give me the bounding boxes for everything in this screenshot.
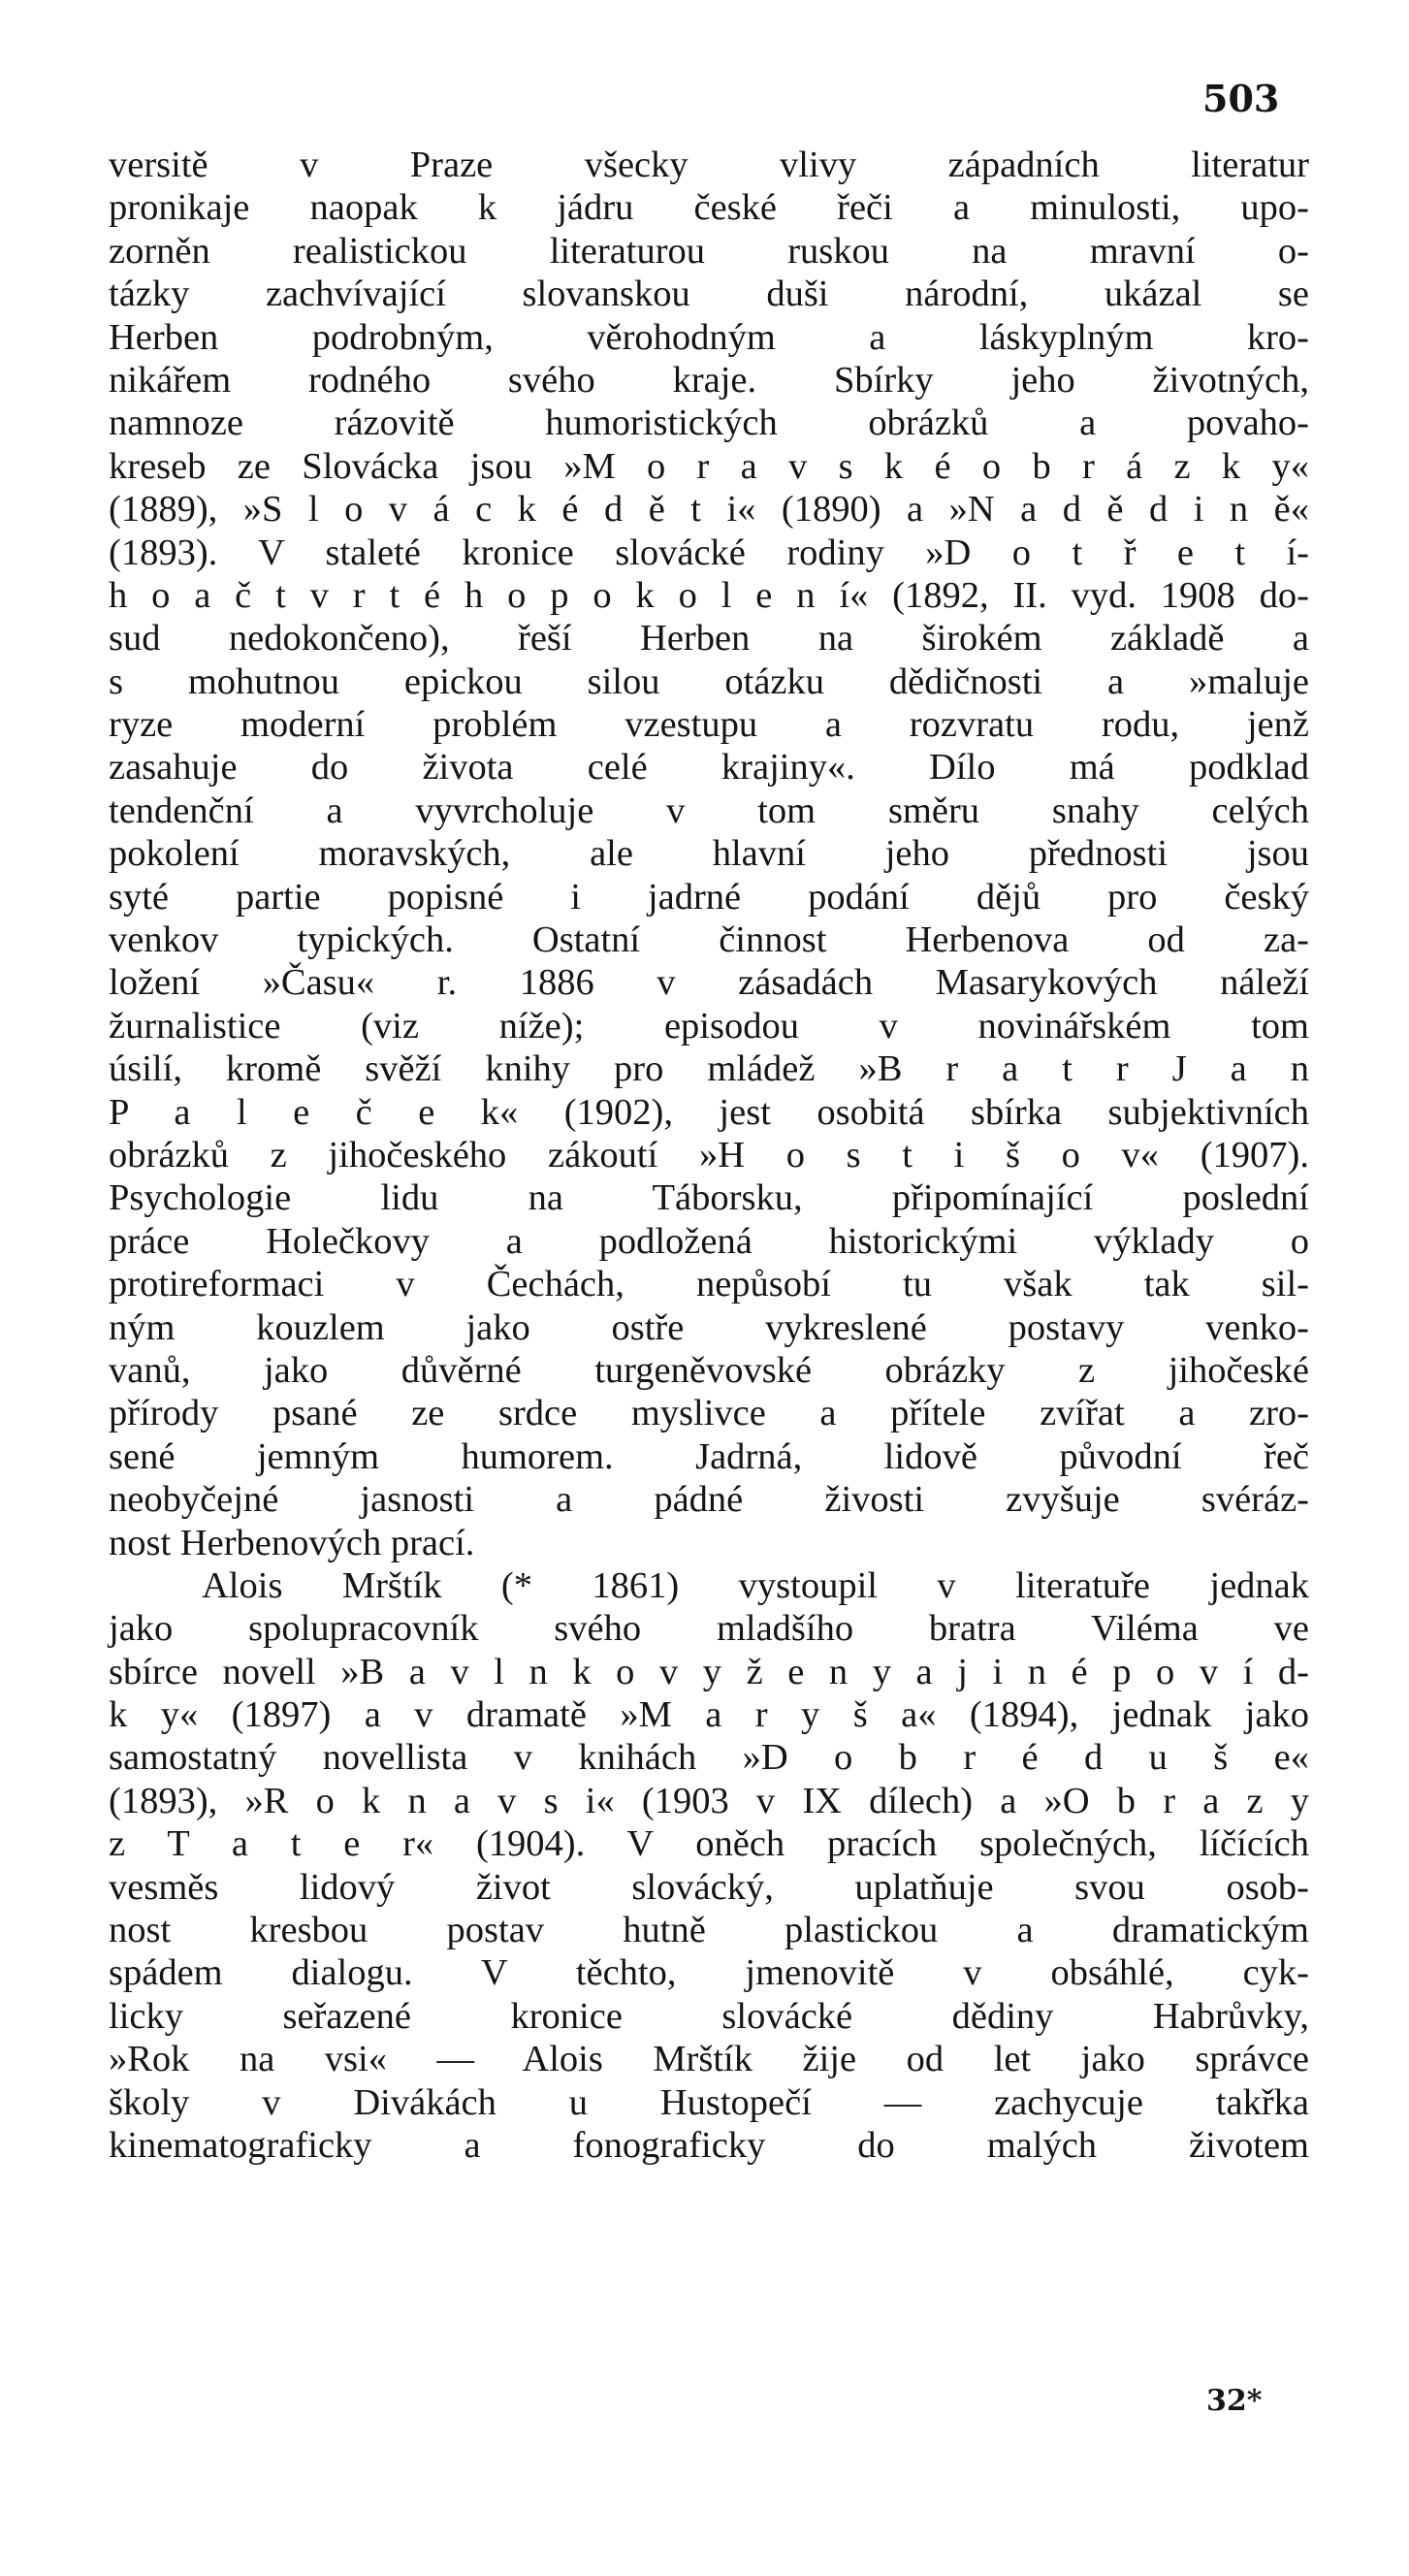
text-line: Psychologie lidu na Táborsku, připomínající poslední [109, 1177, 1309, 1219]
text-line: jako spolupracovník svého mladšího bratra Viléma ve [109, 1608, 1309, 1650]
text-line: ným kouzlem jako ostře vykreslené postavy venko- [109, 1306, 1309, 1348]
text-line: s mohutnou epickou silou otázku dědičnosti a »maluje [109, 660, 1309, 702]
text-line: pokolení moravských, ale hlavní jeho přednosti jsou [109, 833, 1309, 875]
text-line: vanů, jako důvěrné turgeněvovské obrázky z jihočeské [109, 1349, 1309, 1391]
text-line: nikářem rodného svého kraje. Sbírky jeho životných, [109, 359, 1309, 401]
text-line: »Rok na vsi« — Alois Mrštík žije od let jako správce [109, 2039, 1309, 2080]
text-line: licky seřazené kronice slovácké dědiny Habrůvky, [109, 1995, 1309, 2037]
text-line: versitě v Praze všecky vlivy západních literatur [109, 145, 1309, 185]
text-line: zorněn realistickou literaturou ruskou na mravní o- [109, 230, 1309, 272]
text-line: přírody psané ze srdce myslivce a přítele zvířat a zro- [109, 1393, 1309, 1434]
text-line: vesměs lidový život slovácký, uplatňuje svou osob- [109, 1866, 1309, 1908]
text-line: (1889), »S l o v á c k é d ě t i« (1890) a »N a d ě d i n ě« [109, 489, 1309, 531]
text-line: (1893). V staleté kronice slovácké rodiny »D o t ř e t í- [109, 531, 1309, 573]
text-line: (1893), »R o k n a v s i« (1903 v IX dílech) a »O b r a z y [109, 1780, 1309, 1821]
text-line: žurnalistice (viz níže); episodou v novinářském tom [109, 1005, 1309, 1046]
text-line: z T a t e r« (1904). V oněch pracích společných, líčících [109, 1823, 1309, 1865]
text-line: k y« (1897) a v dramatě »M a r y š a« (1894), jednak jako [109, 1694, 1309, 1736]
text-line: P a l e č e k« (1902), jest osobitá sbírka subjektivních [109, 1091, 1309, 1133]
text-line: spádem dialogu. V těchto, jmenovitě v obsáhlé, cyk- [109, 1952, 1309, 1994]
text-line: práce Holečkovy a podložená historickými výklady o [109, 1220, 1309, 1262]
text-line: syté partie popisné i jadrné podání dějů pro český [109, 876, 1309, 918]
text-line: nost kresbou postav hutně plastickou a dramatickým [109, 1910, 1309, 1951]
text-line: samostatný novellista v knihách »D o b r é d u š e« [109, 1737, 1309, 1779]
text-line: h o a č t v r t é h o p o k o l e n í« (1892, II. vyd. 1908 do- [109, 574, 1309, 616]
text-line: pronikaje naopak k jádru české řeči a minulosti, upo- [109, 187, 1309, 229]
catchword: 32* [1206, 2384, 1263, 2418]
text-line: tendenční a vyvrcholuje v tom směru snahy celých [109, 789, 1309, 831]
text-line: venkov typických. Ostatní činnost Herbenova od za- [109, 919, 1309, 961]
text-line: Herben podrobným, věrohodným a láskyplným kro- [109, 316, 1309, 358]
body-text [109, 144, 1309, 2167]
text-line: protireformaci v Čechách, nepůsobí tu však tak sil- [109, 1264, 1309, 1305]
text-line: ložení »Času« r. 1886 v zásadách Masarykových náleží [109, 962, 1309, 1004]
text-line: tázky zachvívající slovanskou duši národní, ukázal se [109, 274, 1309, 315]
text-line: kreseb ze Slovácka jsou »M o r a v s k é o b r á z k y« [109, 445, 1309, 487]
text-line: sené jemným humorem. Jadrná, lidově původní řeč [109, 1435, 1309, 1477]
text-line: školy v Divákách u Hustopečí — zachycuje takřka [109, 2081, 1309, 2123]
text-line: sbírce novell »B a v l n k o v y ž e n y a j i n é p o v í d- [109, 1651, 1309, 1692]
page-number: 503 [1202, 77, 1280, 120]
text-line: zasahuje do života celé krajiny«. Dílo má podklad [109, 747, 1309, 789]
text-line: ryze moderní problém vzestupu a rozvratu rodu, jenž [109, 704, 1309, 746]
text-line: kinematograficky a fonograficky do malých životem [109, 2124, 1309, 2166]
text-line: obrázků z jihočeského zákoutí »H o s t i š o v« (1907). [109, 1134, 1309, 1175]
text-line: sud nedokončeno), řeší Herben na širokém základě a [109, 618, 1309, 660]
text-line: Alois Mrštík (* 1861) vystoupil v literatuře jednak [202, 1564, 1309, 1606]
text-line: úsilí, kromě svěží knihy pro mládež »B r a t r J a n [109, 1048, 1309, 1090]
text-line: nost Herbenových prací. [109, 1522, 475, 1563]
text-line: namnoze rázovitě humoristických obrázků a povaho- [109, 402, 1309, 444]
text-line: neobyčejné jasnosti a pádné živosti zvyšuje svéráz- [109, 1479, 1309, 1521]
